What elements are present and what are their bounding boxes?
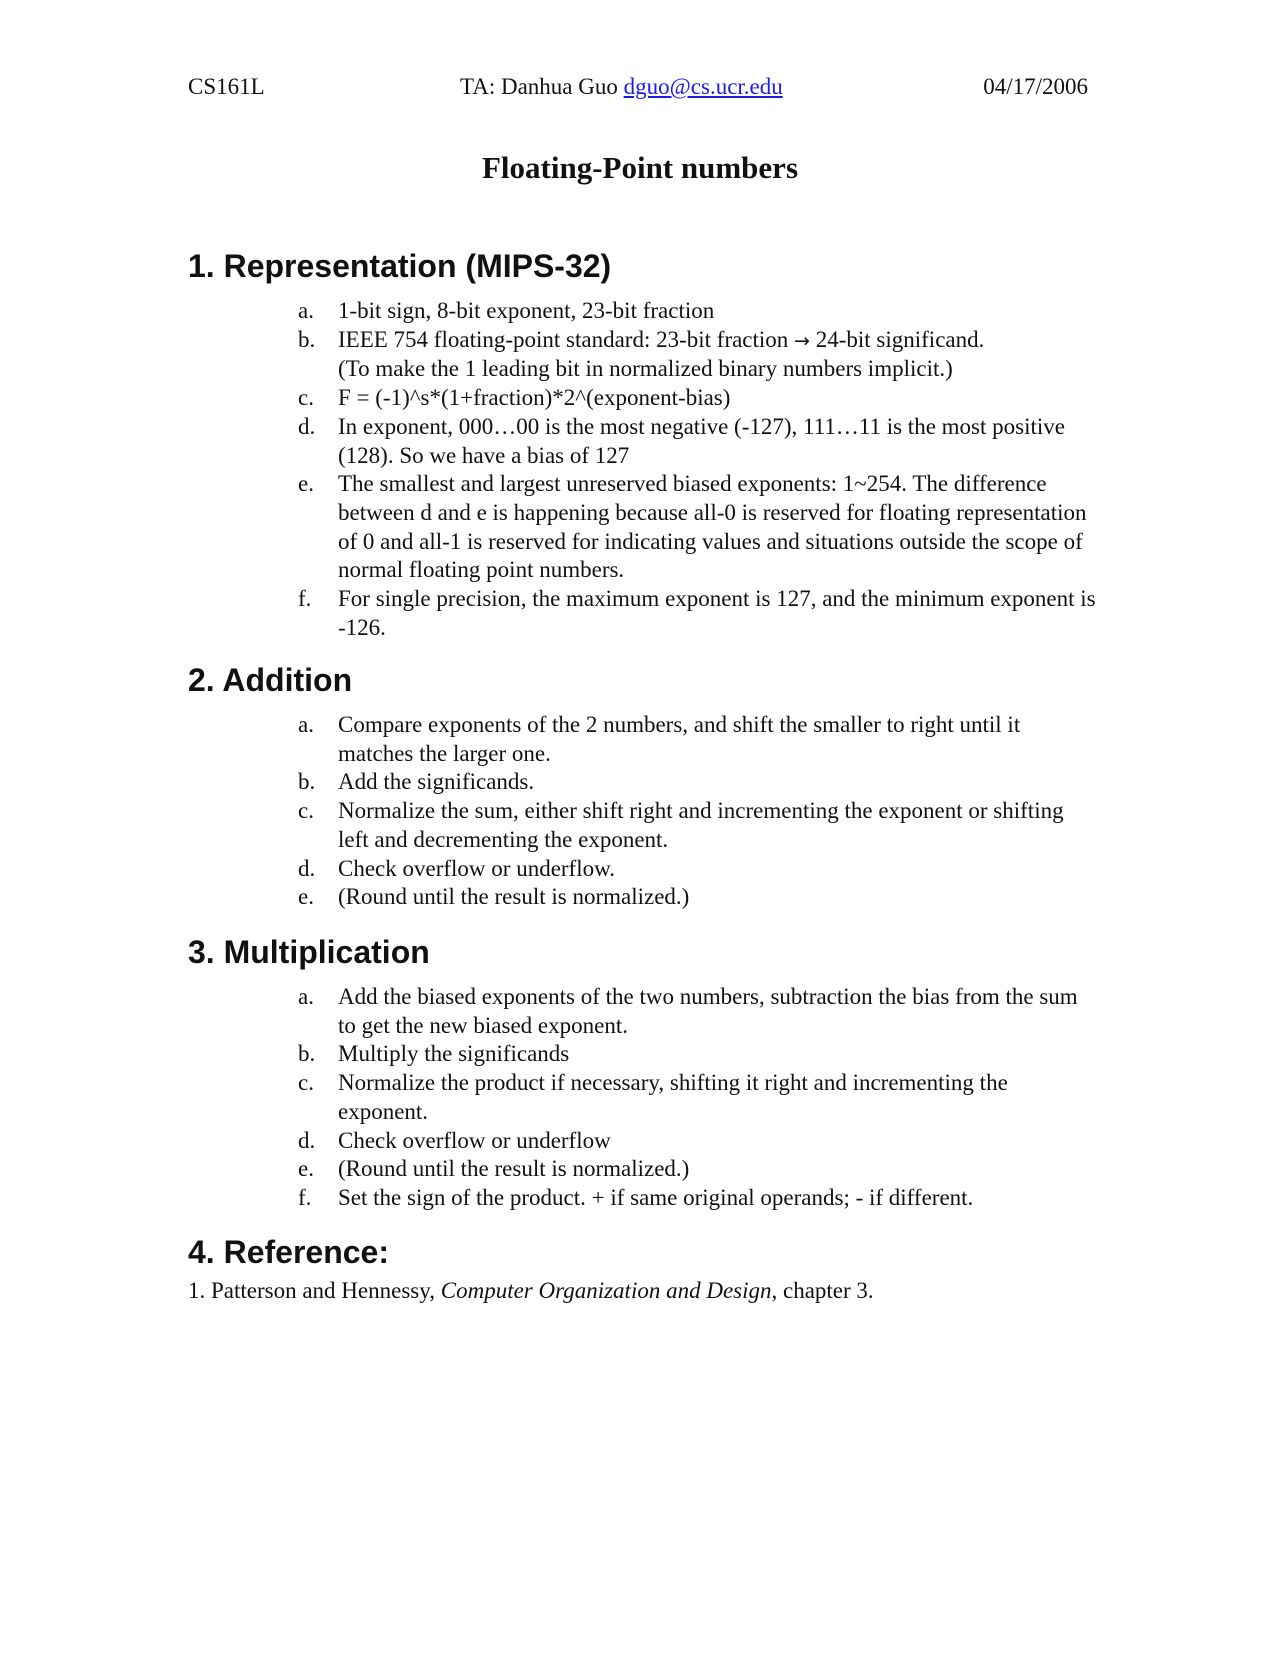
list-item-text: Add the biased exponents of the two numbers, subtraction the bias from the sum to get the new biased exponent. (338, 984, 1078, 1038)
list-item (298, 883, 1098, 912)
list-item-text: (To make the 1 leading bit in normalized binary numbers implicit.) (338, 356, 953, 382)
list-item-text: Multiply the significands (338, 1041, 570, 1067)
list-item-text: For single precision, the maximum exponent is 127, and the minimum exponent is -126. (338, 586, 1096, 640)
list-marker: e. (298, 1156, 314, 1182)
representation-list (298, 297, 1098, 642)
list-item-text: Check overflow or underflow. (338, 855, 615, 881)
list-marker: c. (298, 1070, 314, 1096)
reference-book-title: Computer Organization and Design (440, 1278, 772, 1303)
list-item (298, 297, 1098, 326)
list-item (298, 585, 1098, 642)
list-marker: d. (298, 1127, 316, 1153)
list-item-text: Normalize the product if necessary, shifting it right and incrementing the exponent. (338, 1070, 1008, 1124)
list-item (298, 768, 1098, 797)
reference-authors: 1. Patterson and Hennessy, (188, 1278, 441, 1303)
list-item-text: (Round until the result is normalized.) (338, 884, 690, 910)
list-item (298, 1184, 1098, 1213)
list-item (298, 797, 1098, 854)
list-item (298, 470, 1098, 585)
list-marker: b. (298, 1041, 316, 1067)
list-item (298, 1040, 1098, 1069)
list-item (298, 413, 1098, 470)
list-item-text: The smallest and largest unreserved biased exponents: 1~254. The difference between d and e is happening because all-0 is reserved for floating representation of 0 and all-1 is reserved for indicating values and situations outside the scope of normal floating point numbers. (338, 471, 1087, 583)
reference-chapter: , chapter 3. (771, 1278, 874, 1303)
section-heading-representation: 1. Representation (MIPS-32) (188, 248, 612, 284)
list-marker: e. (298, 471, 314, 497)
page-title: Floating-Point numbers (481, 150, 799, 185)
ta-email-link[interactable]: dguo@cs.ucr.edu (623, 74, 783, 99)
list-item (298, 1127, 1098, 1156)
list-marker: d. (298, 413, 316, 439)
course-code: CS161L (188, 74, 265, 99)
list-item-text: 24-bit significand. (815, 326, 985, 352)
list-item (298, 855, 1098, 884)
list-marker: c. (298, 798, 314, 824)
list-marker: f. (298, 586, 312, 612)
list-marker: a. (298, 712, 314, 737)
document-date: 04/17/2006 (983, 74, 1088, 99)
section-heading-reference: 4. Reference: (188, 1234, 389, 1270)
right-arrow-icon: → (794, 329, 810, 352)
ta-info (460, 74, 783, 100)
list-item (298, 983, 1098, 1040)
list-item-text: Compare exponents of the 2 numbers, and shift the smaller to right until it matches the larger one. (338, 712, 1021, 766)
list-marker: a. (298, 984, 314, 1009)
section-heading-multiplication: 3. Multiplication (188, 934, 430, 970)
list-item-text: Normalize the sum, either shift right and incrementing the exponent or shifting left and decrementing the exponent. (338, 798, 1064, 852)
list-item (298, 326, 1098, 384)
list-marker: f. (298, 1184, 312, 1210)
list-item (298, 711, 1098, 768)
multiplication-list (298, 983, 1098, 1213)
list-item-text: In exponent, 000…00 is the most negative (-127), 111…11 is the most positive (128). So we have a bias of 127 (338, 413, 1065, 468)
list-marker: b. (298, 769, 316, 795)
list-item (298, 1155, 1098, 1184)
list-item (298, 384, 1098, 413)
list-item-text: IEEE 754 floating-point standard: 23-bit fraction (338, 326, 789, 352)
reference-entry (188, 1278, 874, 1304)
list-item-text: (Round until the result is normalized.) (338, 1156, 690, 1182)
list-marker: e. (298, 884, 314, 910)
list-item-text: Set the sign of the product. + if same original operands; - if different. (338, 1184, 974, 1210)
list-item-text: Check overflow or underflow (338, 1127, 611, 1153)
list-item-text: 1-bit sign, 8-bit exponent, 23-bit fraction (338, 298, 715, 323)
page-header (188, 74, 1088, 106)
list-marker: d. (298, 855, 316, 881)
section-heading-addition: 2. Addition (188, 662, 353, 698)
list-marker: a. (298, 298, 314, 323)
ta-name: TA: Danhua Guo (460, 74, 618, 99)
list-item-text: F = (-1)^s*(1+fraction)*2^(exponent-bias) (338, 385, 731, 411)
addition-list (298, 711, 1098, 912)
list-item-text: Add the significands. (338, 769, 535, 795)
list-item (298, 1069, 1098, 1126)
list-marker: c. (298, 385, 314, 411)
list-marker: b. (298, 326, 316, 352)
